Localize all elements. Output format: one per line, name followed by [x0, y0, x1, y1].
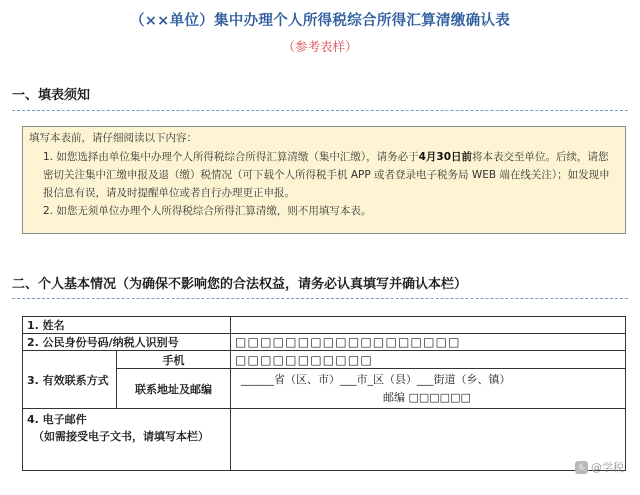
- section-heading-instructions: 一、填表须知: [12, 88, 91, 103]
- id-number-boxes: □□□□□□□□□□□□□□□□□□: [235, 335, 461, 349]
- postcode-line: 邮编 □□□□□□: [383, 390, 471, 404]
- phone-field[interactable]: [231, 351, 626, 369]
- deadline-text: 4月30日前: [418, 151, 473, 163]
- phone-boxes: □□□□□□□□□□□: [235, 352, 373, 367]
- instruction-item-1-text-a: 1. 如您选择由单位集中办理个人所得税综合所得汇算清缴（集中汇缴），请务必于: [43, 151, 419, 163]
- email-label: 4. 电子邮件: [27, 413, 87, 426]
- instructions-intro: 填写本表前，请仔细阅读以下内容：: [29, 132, 197, 144]
- personal-info-table: [22, 316, 626, 471]
- instruction-item-2: 2. 如您无须单位办理个人所得税综合所得汇算清缴，则不用填写本表。: [43, 205, 372, 217]
- section-divider: [12, 110, 628, 111]
- section-heading-personal-info: 二、个人基本情况（为确保不影响您的合法权益，请务必认真填写并确认本栏）: [12, 277, 468, 292]
- page-title: （××单位）集中办理个人所得税综合所得汇算清缴确认表: [129, 13, 511, 29]
- email-field[interactable]: [231, 409, 626, 471]
- table-row: [23, 351, 626, 369]
- instructions-box: [22, 126, 626, 234]
- table-row: [23, 334, 626, 351]
- instruction-item-1-text-b: 将本表交至单位。后续，请您密切关注集中汇缴申报及退（缴）税情况（可下载个人所得税手机 APP 或者登录电子税务局 WEB 端在线关注）；如发现申报信息有误，请及时提醒单位或者自行办理更正申报。: [43, 151, 610, 199]
- contact-label: 3. 有效联系方式: [23, 351, 117, 409]
- name-label: 1. 姓名: [23, 317, 231, 334]
- table-row: [23, 409, 626, 471]
- watermark-text: @学税: [591, 461, 624, 474]
- name-field[interactable]: [231, 317, 626, 334]
- page-subtitle: （参考表样）: [282, 39, 358, 54]
- email-label-cell: [23, 409, 231, 471]
- instruction-item-1: [43, 148, 619, 202]
- email-note: （如需接受电子文书，请填写本栏）: [33, 430, 209, 443]
- address-line: ______省（区、市）___市_区（县）___街道（乡、镇）: [241, 372, 511, 386]
- phone-label: 手机: [117, 351, 231, 369]
- table-row: [23, 317, 626, 334]
- address-field[interactable]: [231, 369, 626, 409]
- id-number-field[interactable]: [231, 334, 626, 351]
- watermark: [575, 459, 624, 485]
- section-divider: [12, 298, 628, 299]
- toutiao-logo-icon: 头条: [575, 461, 588, 474]
- address-label: 联系地址及邮编: [117, 369, 231, 409]
- id-number-label: 2. 公民身份号码/纳税人识别号: [23, 334, 231, 351]
